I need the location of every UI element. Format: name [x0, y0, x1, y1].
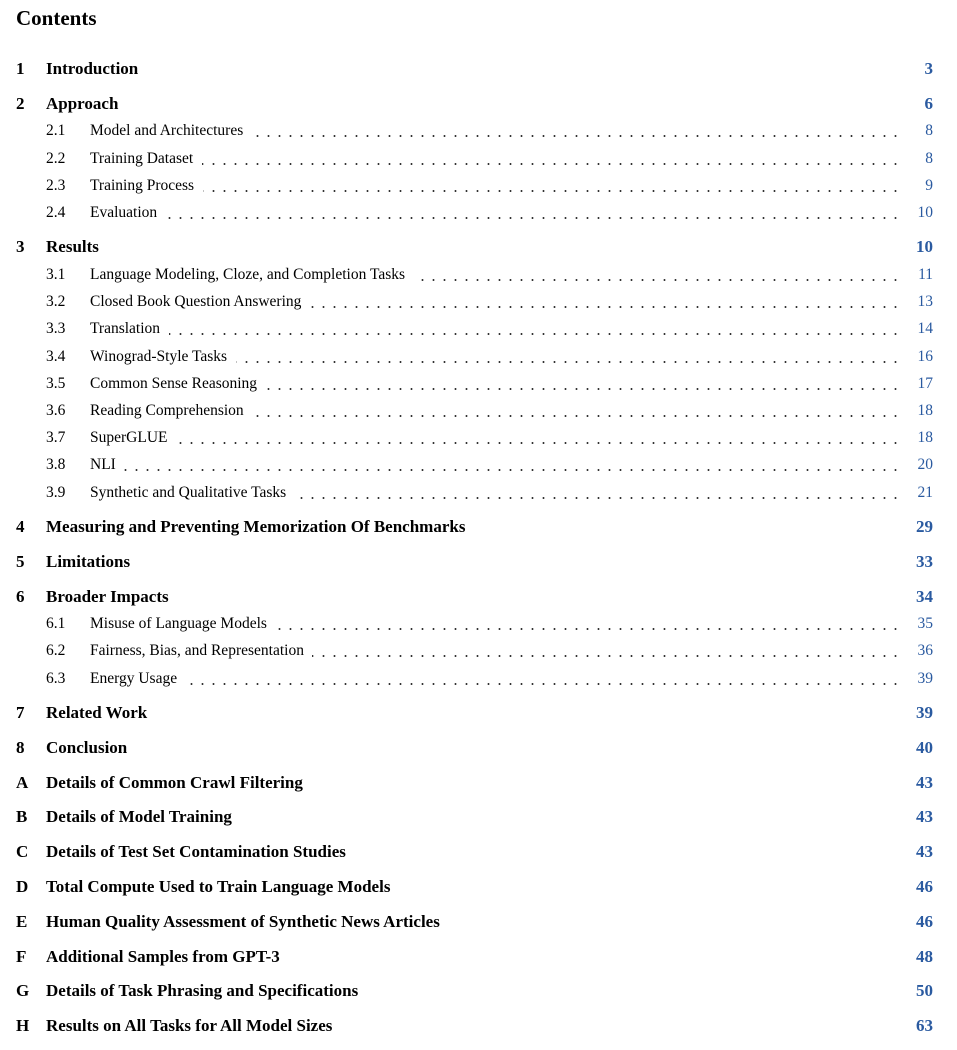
- toc-page-link[interactable]: 17: [917, 374, 933, 392]
- dot-leader: [266, 373, 901, 395]
- dot-leader: [236, 346, 901, 368]
- toc-page-link[interactable]: 3: [924, 59, 933, 78]
- toc-entry-number: G: [16, 981, 30, 1001]
- toc-entry-number: F: [16, 946, 27, 966]
- toc-entry-number: 3.8: [46, 456, 66, 474]
- toc-section-entry[interactable]: [0, 702, 957, 724]
- toc-entry-title: SuperGLUE: [90, 429, 168, 447]
- dot-leader: [310, 291, 901, 313]
- toc-entry-number: 7: [16, 703, 25, 722]
- toc-subsection-entry[interactable]: [0, 291, 957, 313]
- toc-page-link[interactable]: 21: [917, 483, 933, 501]
- toc-entry-number: 3.9: [46, 483, 66, 501]
- toc-entry-number: 3.6: [46, 401, 66, 419]
- toc-subsection-entry[interactable]: [0, 373, 957, 395]
- toc-entry-title: Human Quality Assessment of Synthetic News Articles: [46, 911, 440, 931]
- toc-entry-title: Limitations: [46, 551, 131, 571]
- toc-subsection-entry[interactable]: [0, 613, 957, 635]
- dot-leader: [414, 264, 901, 286]
- toc-entry-title: Synthetic and Qualitative Tasks: [90, 483, 287, 501]
- toc-page-link[interactable]: 40: [916, 737, 933, 757]
- dot-leader: [295, 482, 901, 504]
- toc-entry-title: NLI: [90, 456, 116, 474]
- toc-entry-number: 6: [16, 586, 25, 606]
- toc-entry-number: B: [16, 807, 28, 827]
- toc-entry-title: Language Modeling, Cloze, and Completion Tasks: [90, 265, 406, 283]
- toc-entry-title: Related Work: [46, 703, 148, 722]
- toc-section-entry[interactable]: [0, 1015, 957, 1037]
- toc-section-entry[interactable]: [0, 93, 957, 115]
- toc-entry-title: Measuring and Preventing Memorization Of Benchmarks: [46, 517, 466, 536]
- toc-entry-number: 3.7: [46, 429, 66, 447]
- toc-entry-title: Total Compute Used to Train Language Models: [46, 877, 391, 896]
- toc-entry-number: A: [16, 772, 29, 792]
- dot-leader: [203, 175, 901, 197]
- toc-entry-number: 3.5: [46, 374, 66, 392]
- toc-subsection-entry[interactable]: [0, 400, 957, 422]
- toc-subsection-entry[interactable]: [0, 264, 957, 286]
- toc-page-link[interactable]: 63: [916, 1016, 933, 1036]
- toc-entry-number: 4: [16, 517, 25, 536]
- toc-subsection-entry[interactable]: [0, 668, 957, 690]
- dot-leader: [252, 120, 901, 142]
- toc-entry-number: 1: [16, 59, 25, 78]
- toc-page-link[interactable]: 18: [917, 429, 933, 447]
- dot-leader: [169, 318, 901, 340]
- toc-entry-title: Details of Model Training: [46, 807, 232, 827]
- toc-page-link[interactable]: 34: [916, 586, 933, 606]
- toc-page-link[interactable]: 9: [925, 176, 933, 194]
- toc-entry-title: Evaluation: [90, 203, 158, 221]
- toc-page-link[interactable]: 20: [917, 456, 933, 474]
- toc-page-link[interactable]: 35: [917, 615, 933, 633]
- toc-section-entry[interactable]: [0, 772, 957, 794]
- toc-entry-number: 8: [16, 737, 25, 757]
- toc-entry-number: H: [16, 1016, 30, 1036]
- toc-entry-title: Conclusion: [46, 737, 128, 757]
- dot-leader: [166, 202, 901, 224]
- toc-page-link[interactable]: 8: [925, 149, 933, 167]
- toc-entry-title: Closed Book Question Answering: [90, 293, 302, 311]
- toc-entry-title: Energy Usage: [90, 669, 178, 687]
- toc-entry-title: Introduction: [46, 59, 139, 78]
- toc-entry-title: Details of Test Set Contamination Studies: [46, 842, 346, 862]
- toc-page-link[interactable]: 11: [918, 265, 933, 283]
- toc-entry-title: Misuse of Language Models: [90, 615, 267, 633]
- toc-entry-number: 6.2: [46, 642, 66, 660]
- toc-section-entry[interactable]: [0, 551, 957, 573]
- page-title: Contents: [16, 6, 97, 30]
- toc-subsection-entry[interactable]: [0, 640, 957, 662]
- toc-entry-number: 2.3: [46, 176, 66, 194]
- toc-entry-title: Details of Task Phrasing and Specifications: [46, 981, 359, 1001]
- toc-subsection-entry[interactable]: [0, 427, 957, 449]
- toc-subsection-entry[interactable]: [0, 318, 957, 340]
- toc-entry-number: 3.4: [46, 347, 66, 365]
- toc-page-link[interactable]: 39: [916, 703, 933, 722]
- dot-leader: [275, 613, 901, 635]
- toc-entry-title: Additional Samples from GPT-3: [46, 946, 280, 966]
- toc-entry-title: Details of Common Crawl Filtering: [46, 772, 303, 792]
- toc-entry-number: 3.2: [46, 293, 66, 311]
- toc-section-entry[interactable]: [0, 586, 957, 608]
- toc-section-entry[interactable]: [0, 516, 957, 538]
- toc-entry-title: Common Sense Reasoning: [90, 374, 258, 392]
- toc-entry-title: Broader Impacts: [46, 586, 169, 606]
- toc-entry-title: Model and Architectures: [90, 122, 244, 140]
- dot-leader: [124, 454, 901, 476]
- toc-page-link[interactable]: 6: [924, 93, 933, 113]
- toc-entry-number: 6.1: [46, 615, 66, 633]
- toc-entry-number: C: [16, 842, 29, 862]
- toc-section-entry[interactable]: [0, 58, 957, 80]
- toc-page-link[interactable]: 50: [916, 981, 933, 1001]
- toc-subsection-entry[interactable]: [0, 148, 957, 170]
- toc-entry-title: Training Dataset: [90, 149, 194, 167]
- toc-entry-number: 5: [16, 551, 25, 571]
- toc-page-link[interactable]: 43: [916, 807, 933, 827]
- toc-entry-number: 2.1: [46, 122, 66, 140]
- toc-entry-number: 2: [16, 93, 25, 113]
- toc-page-link[interactable]: 46: [916, 877, 933, 896]
- toc-section-entry[interactable]: [0, 876, 957, 898]
- toc-subsection-entry[interactable]: [0, 346, 957, 368]
- toc-page-link[interactable]: 18: [917, 401, 933, 419]
- toc-page-link[interactable]: 8: [925, 122, 933, 140]
- toc-entry-title: Approach: [46, 93, 119, 113]
- toc-subsection-entry[interactable]: [0, 175, 957, 197]
- toc-subsection-entry[interactable]: [0, 482, 957, 504]
- toc-section-entry[interactable]: [0, 911, 957, 933]
- dot-leader: [176, 427, 901, 449]
- toc-entry-title: Winograd-Style Tasks: [90, 347, 228, 365]
- toc-subsection-entry[interactable]: [0, 202, 957, 224]
- toc-page-link[interactable]: 43: [916, 772, 933, 792]
- toc-page-link[interactable]: 46: [916, 911, 933, 931]
- dot-leader: [202, 148, 901, 170]
- toc-entry-number: D: [16, 877, 29, 896]
- toc-page-link[interactable]: 10: [917, 203, 933, 221]
- dot-leader: [186, 668, 901, 690]
- toc-entry-number: 3: [16, 237, 25, 257]
- toc-page-link[interactable]: 29: [916, 517, 933, 536]
- toc-entry-title: Results on All Tasks for All Model Sizes: [46, 1016, 333, 1036]
- toc-page-link[interactable]: 43: [916, 842, 933, 862]
- toc-section-entry[interactable]: [0, 946, 957, 968]
- toc-section-entry[interactable]: [0, 980, 957, 1002]
- toc-entry-number: 3.1: [46, 265, 66, 283]
- toc-entry-title: Results: [46, 237, 99, 257]
- toc-entry-number: 6.3: [46, 669, 66, 687]
- toc-page-link[interactable]: 13: [917, 293, 933, 311]
- toc-entry-number: 3.3: [46, 320, 66, 338]
- toc-page-link[interactable]: 39: [917, 669, 933, 687]
- toc-entry-number: E: [16, 911, 28, 931]
- dot-leader: [252, 400, 901, 422]
- toc-entry-number: 2.4: [46, 203, 66, 221]
- toc-page-link[interactable]: 36: [917, 642, 933, 660]
- toc-page-link[interactable]: 10: [916, 237, 933, 257]
- toc-entry-title: Fairness, Bias, and Representation: [90, 642, 304, 660]
- toc-section-entry[interactable]: [0, 737, 957, 759]
- toc-section-entry[interactable]: [0, 236, 957, 258]
- toc-section-entry[interactable]: [0, 841, 957, 863]
- dot-leader: [312, 640, 901, 662]
- toc-subsection-entry[interactable]: [0, 120, 957, 142]
- toc-page-link[interactable]: 14: [917, 320, 933, 338]
- toc-page-link[interactable]: 33: [916, 551, 933, 571]
- toc-section-entry[interactable]: [0, 806, 957, 828]
- toc-page-link[interactable]: 48: [916, 946, 933, 966]
- toc-entry-number: 2.2: [46, 149, 66, 167]
- toc-entry-title: Training Process: [90, 176, 195, 194]
- toc-entry-title: Reading Comprehension: [90, 401, 244, 419]
- toc-entry-title: Translation: [90, 320, 161, 338]
- toc-subsection-entry[interactable]: [0, 454, 957, 476]
- toc-page-link[interactable]: 16: [917, 347, 933, 365]
